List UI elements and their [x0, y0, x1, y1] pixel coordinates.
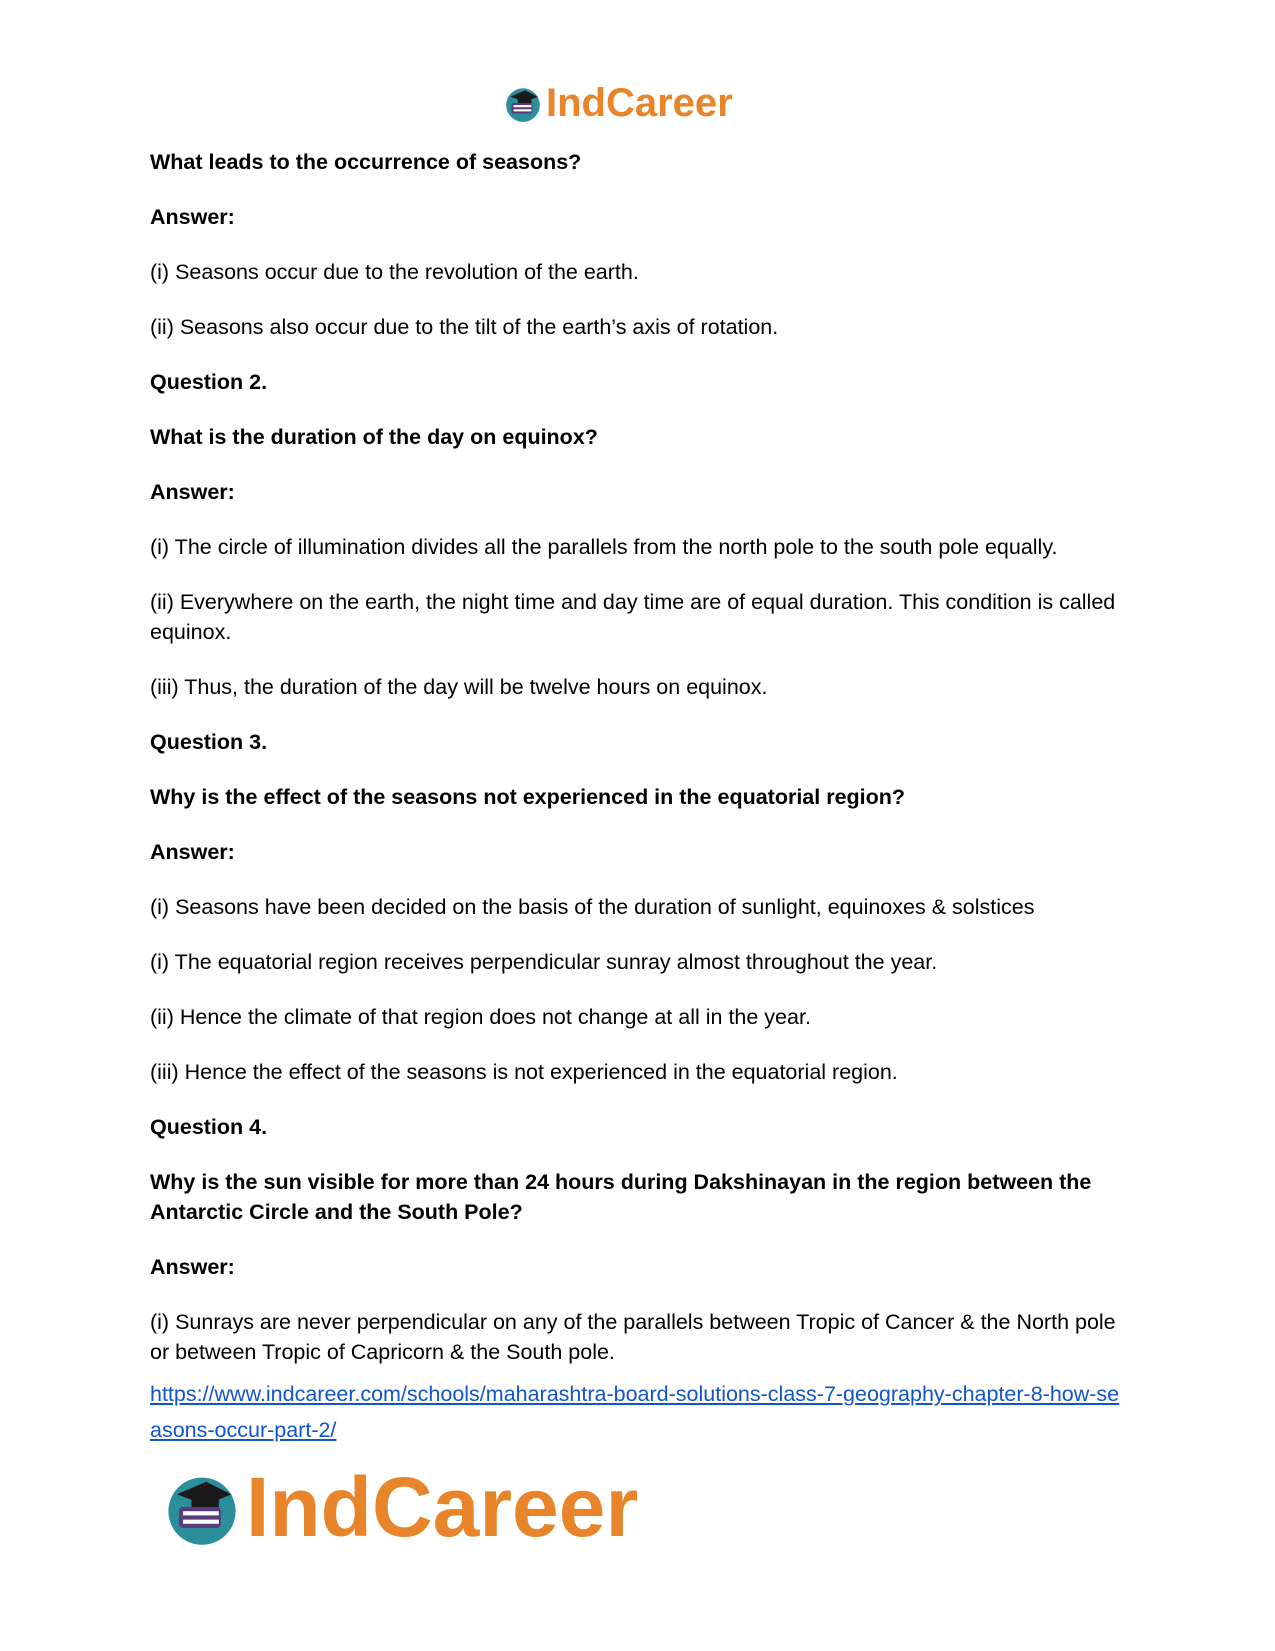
question-heading: Answer:	[150, 205, 235, 229]
question-heading: Question 2.	[150, 370, 268, 394]
answer-point: (i) Seasons have been decided on the basis of the duration of sunlight, equinoxes & solstices	[150, 895, 1035, 919]
header-logo	[502, 78, 733, 128]
source-link[interactable]: https://www.indcareer.com/schools/maharashtra-board-solutions-class-7-geography-chapter-8-how-seasons-occur-part-2/	[150, 1382, 1120, 1442]
answer-point: (iii) Thus, the duration of the day will be twelve hours on equinox.	[150, 675, 768, 699]
answer-point: (i) The circle of illumination divides all the parallels from the north pole to the south pole equally.	[150, 535, 1058, 559]
question-heading: Answer:	[150, 840, 235, 864]
question-heading: What is the duration of the day on equinox?	[150, 425, 598, 449]
document-body	[150, 147, 1135, 1448]
answer-point: (ii) Seasons also occur due to the tilt of the earth’s axis of rotation.	[150, 315, 779, 339]
answer-point: (ii) Everywhere on the earth, the night time and day time are of equal duration. This condition is called equinox.	[150, 590, 1116, 644]
footer-logo	[160, 1462, 638, 1552]
question-heading: Question 4.	[150, 1115, 268, 1139]
brand-name: IndCareer	[246, 1460, 639, 1554]
answer-point: (iii) Hence the effect of the seasons is not experienced in the equatorial region.	[150, 1060, 898, 1084]
brand-name: IndCareer	[546, 81, 733, 125]
graduation-cap-book-icon	[160, 1465, 244, 1549]
question-heading: Question 3.	[150, 730, 268, 754]
answer-point: (i) Seasons occur due to the revolution of the earth.	[150, 260, 639, 284]
answer-point: (i) The equatorial region receives perpendicular sunray almost throughout the year.	[150, 950, 938, 974]
question-heading: Why is the effect of the seasons not experienced in the equatorial region?	[150, 785, 906, 809]
answer-point: (i) Sunrays are never perpendicular on any of the parallels between Tropic of Cancer & the North pole or between Tropic of Capricorn & the South pole.	[150, 1310, 1116, 1364]
question-heading: What leads to the occurrence of seasons?	[150, 150, 582, 174]
question-heading: Why is the sun visible for more than 24 hours during Dakshinayan in the region between the Antarctic Circle and the South Pole?	[150, 1170, 1092, 1224]
answer-point: (ii) Hence the climate of that region does not change at all in the year.	[150, 1005, 811, 1029]
graduation-cap-book-icon	[502, 82, 544, 124]
question-heading: Answer:	[150, 1255, 235, 1279]
question-heading: Answer:	[150, 480, 235, 504]
